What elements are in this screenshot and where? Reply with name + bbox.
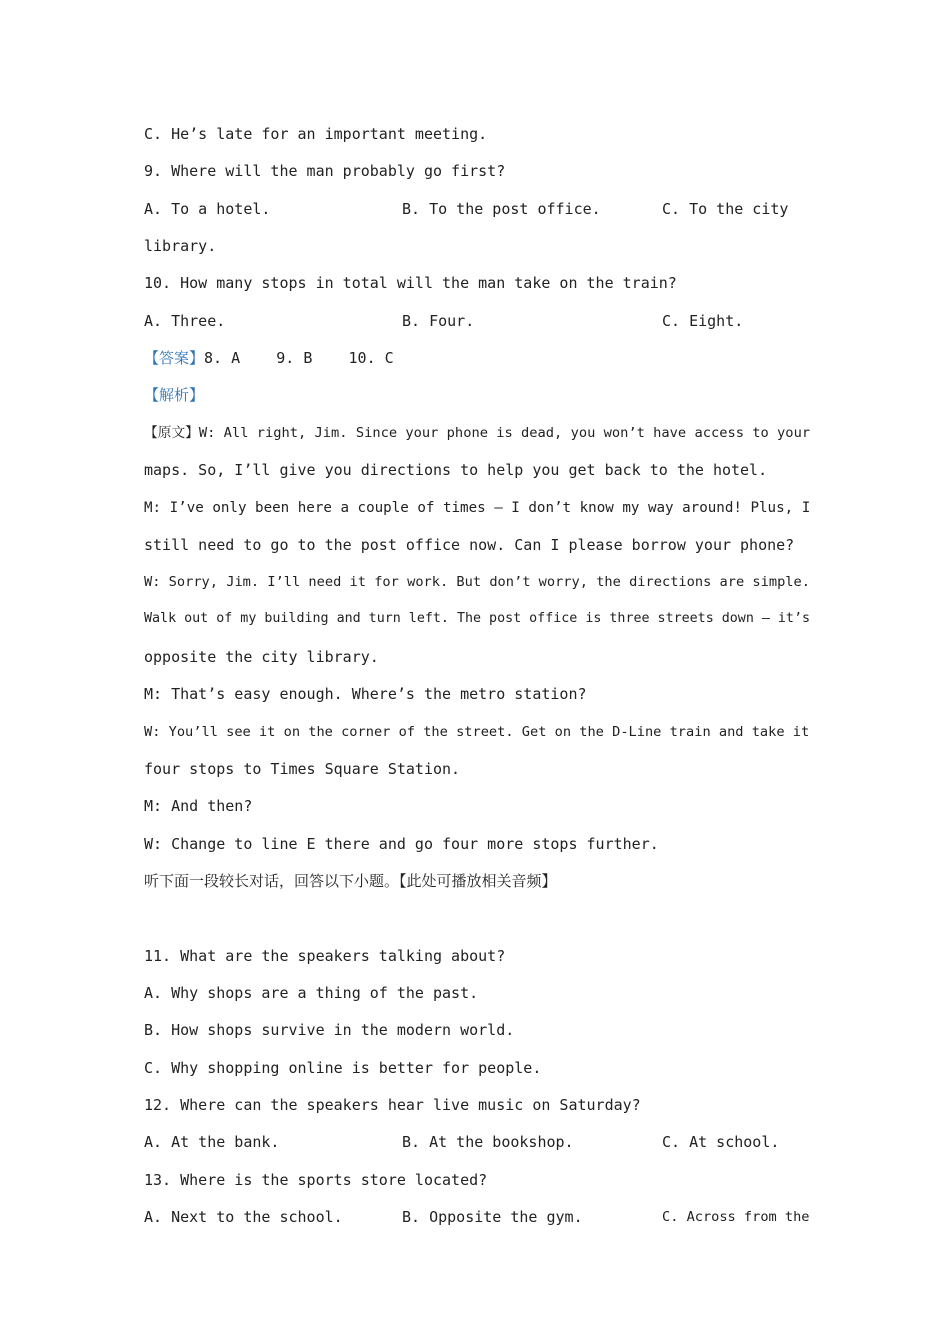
transcript-line-1 — [144, 423, 810, 443]
transcript-line-5: W: Sorry, Jim. I’ll need it for work. But don’t worry, the directions are simple. — [144, 574, 810, 590]
q12-option-c: C. At school. — [662, 1133, 780, 1151]
transcript-line-9: W: You’ll see it on the corner of the street. Get on the D-Line train and take it — [144, 724, 810, 740]
q10-question: 10. How many stops in total will the man take on the train? — [144, 274, 677, 292]
transcript-line-2: maps. So, I’ll give you directions to help you get back to the hotel. — [144, 461, 768, 479]
q11-option-c: C. Why shopping online is better for people. — [144, 1059, 542, 1077]
transcript-line-3: M: I’ve only been here a couple of times — I don’t know my way around! Plus, I — [144, 500, 811, 516]
transcript-label: 【原文】 — [144, 425, 199, 441]
q11-question: 11. What are the speakers talking about? — [144, 947, 506, 965]
q13-option-b: B. Opposite the gym. — [402, 1208, 583, 1226]
q10-option-a: A. Three. — [144, 312, 226, 330]
q11-option-b: B. How shops survive in the modern world. — [144, 1021, 515, 1039]
transcript-line-12: W: Change to line E there and go four more stops further. — [144, 835, 659, 853]
answer-line — [144, 348, 394, 368]
transcript-line-8: M: That’s easy enough. Where’s the metro station? — [144, 685, 587, 703]
analysis-label: 【解析】 — [144, 386, 205, 404]
q8-option-c: C. He’s late for an important meeting. — [144, 125, 488, 143]
transcript-line-10: four stops to Times Square Station. — [144, 760, 461, 778]
q12-question: 12. Where can the speakers hear live music on Saturday? — [144, 1096, 641, 1114]
q9-question: 9. Where will the man probably go first? — [144, 162, 506, 180]
transcript-line-6: Walk out of my building and turn left. The post office is three streets down — it’s — [144, 611, 811, 626]
transcript-line-11: M: And then? — [144, 797, 253, 815]
q13-question: 13. Where is the sports store located? — [144, 1171, 488, 1189]
answer-text: 8. A 9. B 10. C — [204, 349, 394, 367]
answer-label: 【答案】 — [144, 349, 205, 367]
q9-option-a: A. To a hotel. — [144, 200, 271, 218]
q12-option-a: A. At the bank. — [144, 1133, 280, 1151]
q13-option-c: C. Across from the — [662, 1209, 810, 1225]
q11-option-a: A. Why shops are a thing of the past. — [144, 984, 479, 1002]
transcript-line-4: still need to go to the post office now. Can I please borrow your phone? — [144, 536, 795, 554]
q9-option-c: C. To the city — [662, 200, 789, 218]
q12-option-b: B. At the bookshop. — [402, 1133, 574, 1151]
q9-option-c-continued: library. — [144, 237, 217, 255]
q10-option-c: C. Eight. — [662, 312, 744, 330]
section-instruction: 听下面一段较长对话，回答以下小题。【此处可播放相关音频】 — [144, 872, 557, 890]
transcript-line-7: opposite the city library. — [144, 648, 379, 666]
q13-option-a: A. Next to the school. — [144, 1208, 343, 1226]
q10-option-b: B. Four. — [402, 312, 475, 330]
transcript-text: W: All right, Jim. Since your phone is dead, you won’t have access to your — [198, 425, 811, 441]
q9-option-b: B. To the post office. — [402, 200, 601, 218]
